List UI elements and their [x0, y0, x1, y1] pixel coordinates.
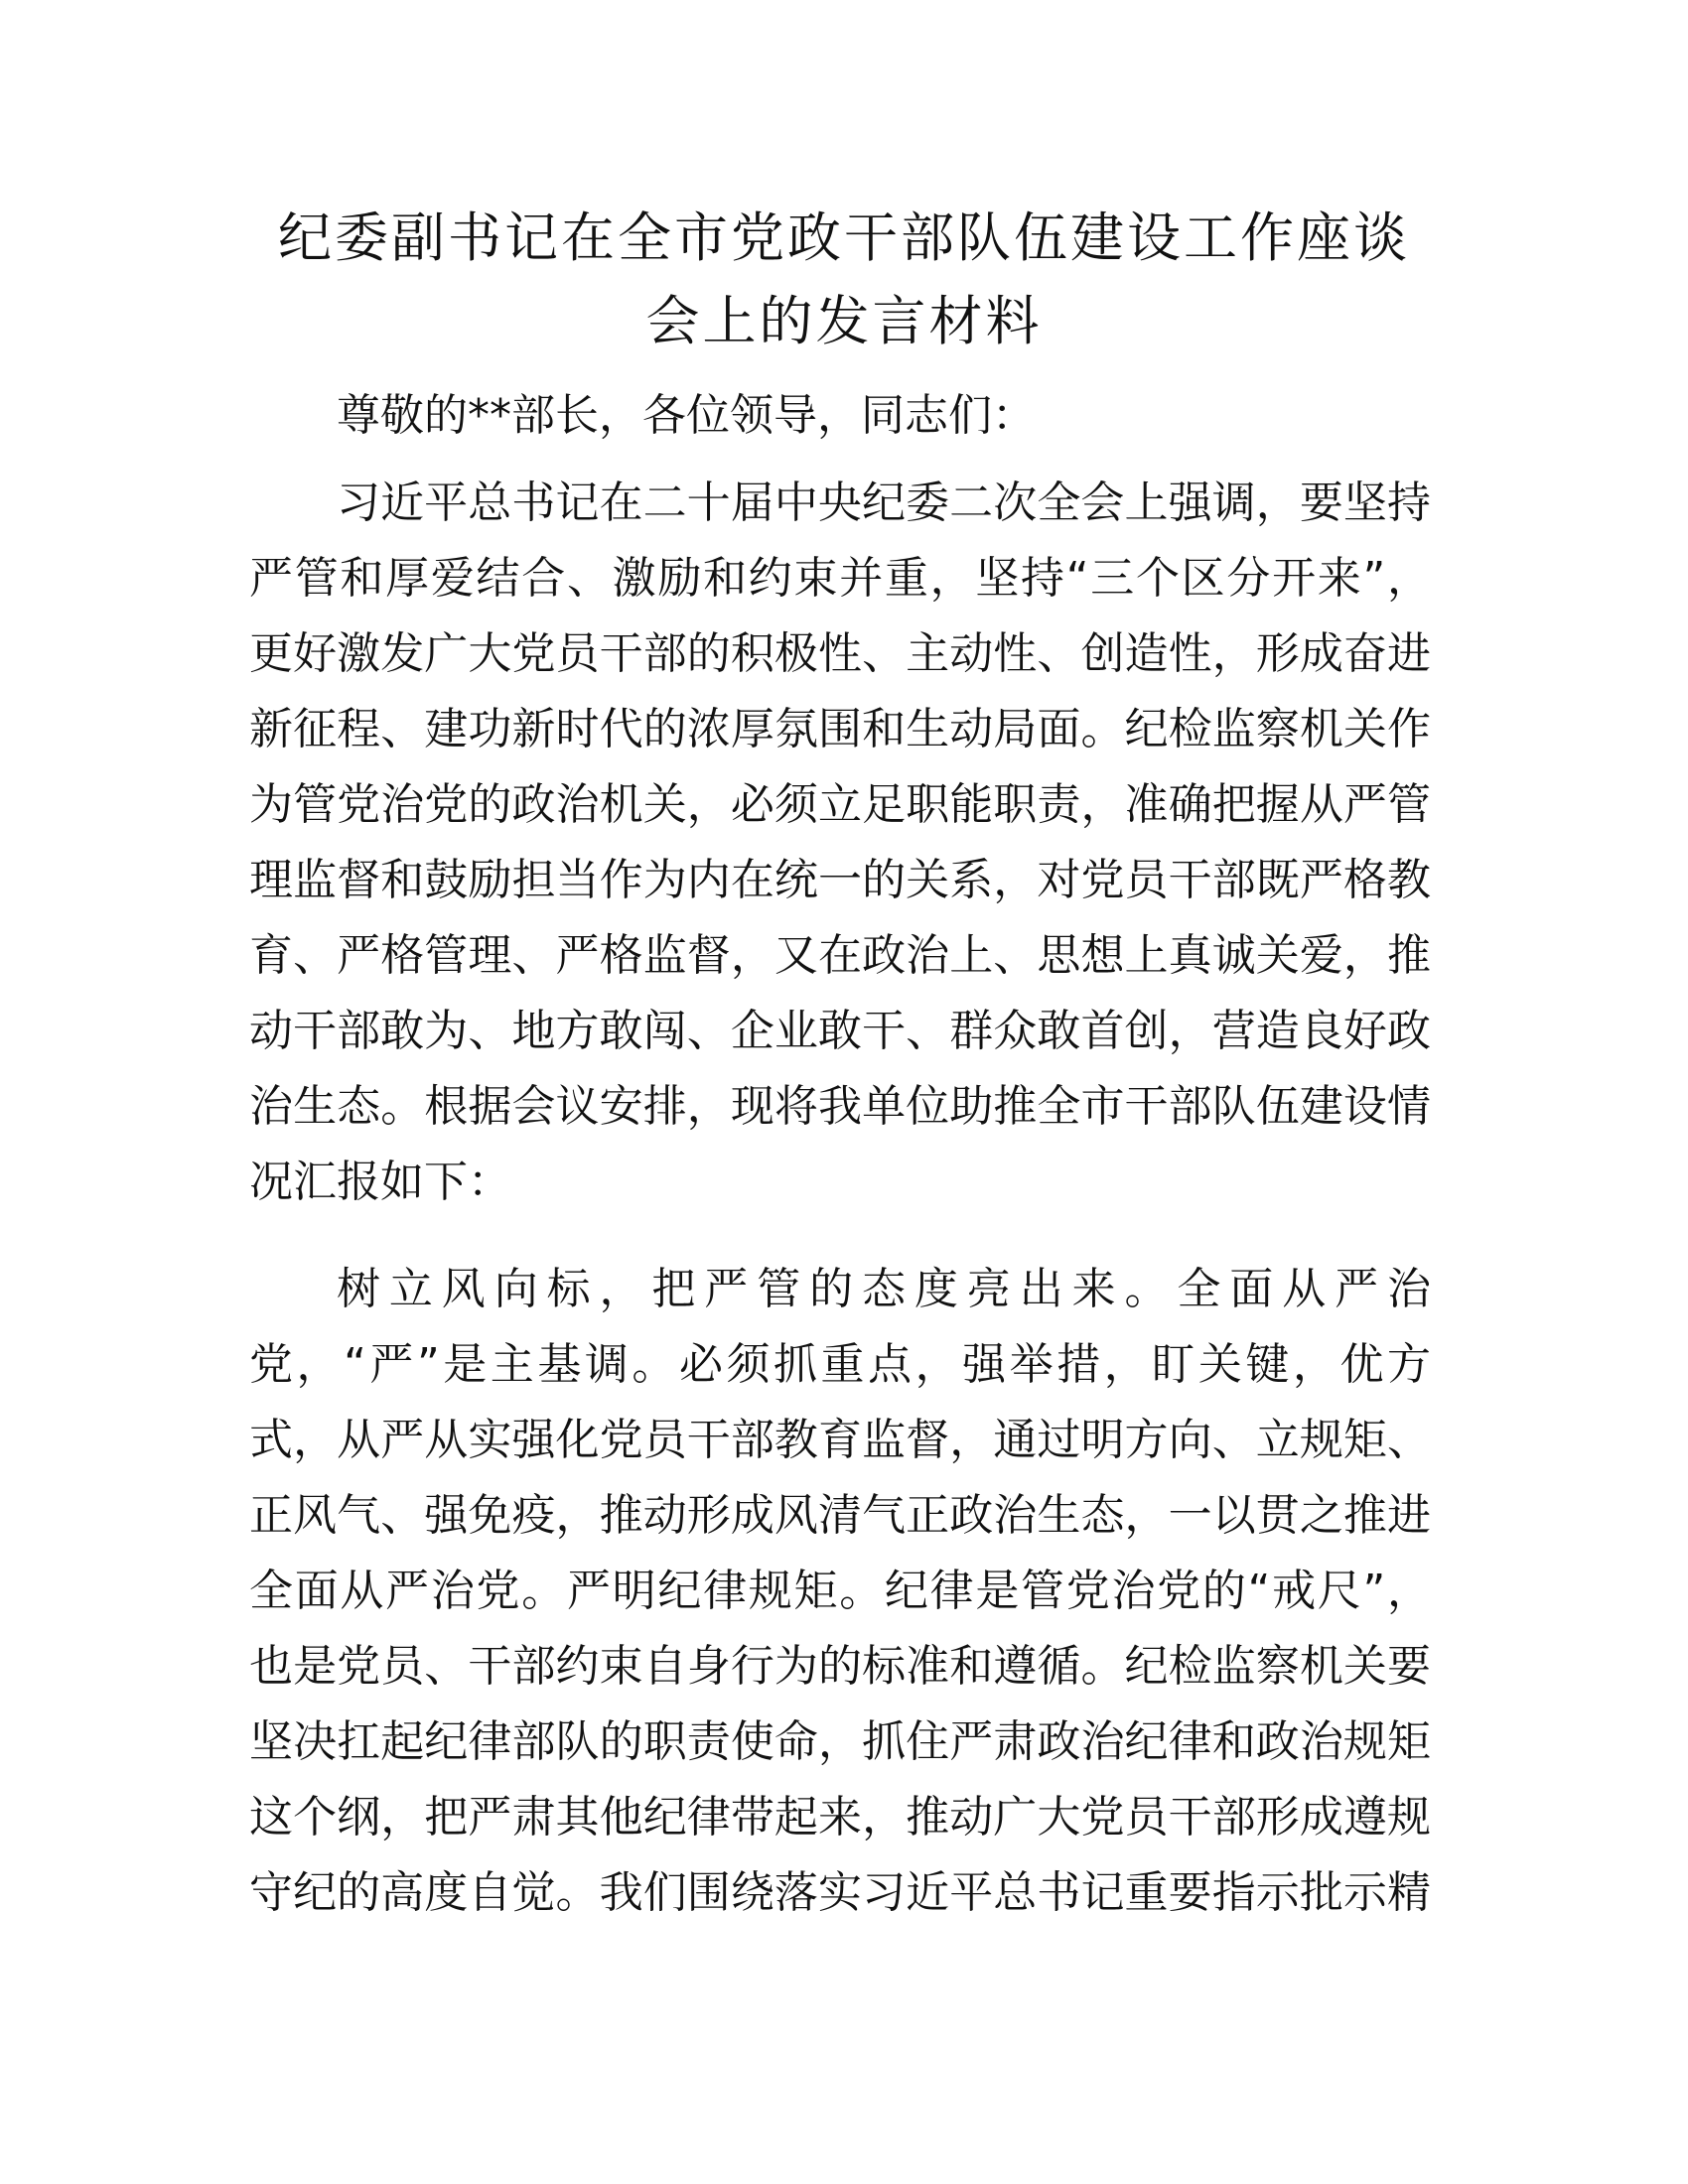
paragraph-line: 育、严格管理、严格监督，又在政治上、思想上真诚关爱，推	[249, 930, 1431, 981]
paragraph-line: 这个纲，把严肃其他纪律带起来，推动广大党员干部形成遵规	[249, 1792, 1431, 1843]
paragraph-line: 动干部敢为、地方敢闯、企业敢干、群众敢首创，营造良好政	[249, 1006, 1431, 1056]
paragraph-line: 树立风向标，把严管的态度亮出来。全面从严治	[337, 1264, 1431, 1314]
paragraph-line: 为管党治党的政治机关，必须立足职能职责，准确把握从严管	[249, 779, 1431, 830]
paragraph-line: 党，“严”是主基调。必须抓重点，强举措，盯关键，优方	[249, 1339, 1431, 1390]
document-title	[238, 197, 1450, 363]
title-line: 会上的发言材料	[645, 290, 1043, 352]
paragraph-line: 严管和厚爱结合、激励和约束并重，坚持“三个区分开来”，	[249, 553, 1431, 604]
paragraph-line: 也是党员、干部约束自身行为的标准和遵循。纪检监察机关要	[249, 1641, 1431, 1692]
paragraph-line: 正风气、强免疫，推动形成风清气正政治生态，一以贯之推进	[249, 1490, 1431, 1541]
title-line: 纪委副书记在全市党政干部队伍建设工作座谈	[278, 206, 1410, 269]
paragraph-line: 式，从严从实强化党员干部教育监督，通过明方向、立规矩、	[249, 1415, 1431, 1465]
paragraph-line: 新征程、建功新时代的浓厚氛围和生动局面。纪检监察机关作	[249, 704, 1431, 754]
paragraph-line: 习近平总书记在二十届中央纪委二次全会上强调，要坚持	[337, 478, 1431, 528]
paragraph-line: 况汇报如下：	[249, 1157, 511, 1207]
paragraph-line: 更好激发广大党员干部的积极性、主动性、创造性，形成奋进	[249, 628, 1431, 679]
paragraph-line: 全面从严治党。严明纪律规矩。纪律是管党治党的“戒尺”，	[249, 1566, 1431, 1616]
salutation: 尊敬的**部长，各位领导，同志们：	[337, 390, 1036, 441]
paragraph-line: 守纪的高度自觉。我们围绕落实习近平总书记重要指示批示精	[249, 1867, 1431, 1918]
paragraph-line: 理监督和鼓励担当作为内在统一的关系，对党员干部既严格教	[249, 855, 1431, 905]
paragraph-line: 坚决扛起纪律部队的职责使命，抓住严肃政治纪律和政治规矩	[249, 1716, 1431, 1767]
paragraph-line: 治生态。根据会议安排，现将我单位助推全市干部队伍建设情	[249, 1081, 1431, 1132]
